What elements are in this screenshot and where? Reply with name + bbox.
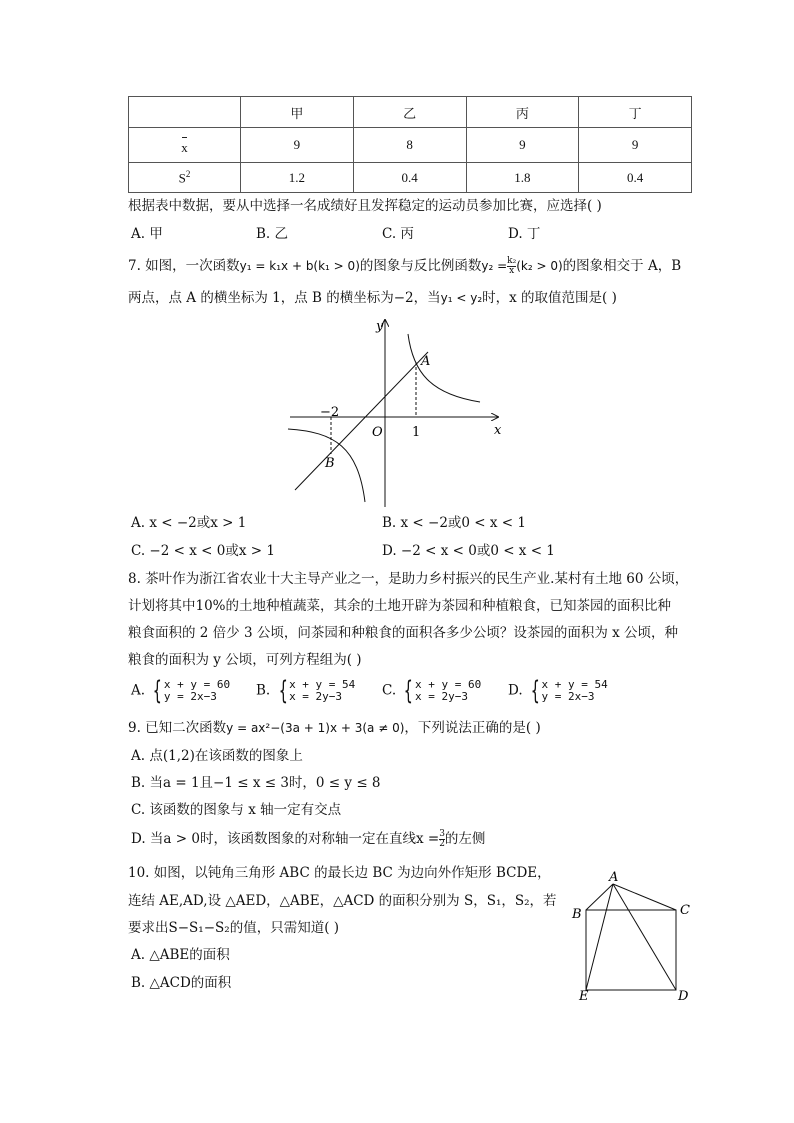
q10-figure <box>565 868 700 1008</box>
table-header-cell: 丁 <box>579 97 692 128</box>
q10-option-b: B. △ACD的面积 <box>131 975 232 991</box>
label-point-a: A <box>421 354 431 369</box>
brace-icon: { <box>530 676 540 706</box>
segment-ac <box>613 884 676 910</box>
table-cell: 0.4 <box>353 163 466 193</box>
segment-ae <box>586 884 613 990</box>
brace-icon: { <box>153 676 163 706</box>
q9-stem: 9. 已知二次函数y = ax²−(3a + 1)x + 3(a ≠ 0)，下列说法正确的是( ) <box>128 720 541 736</box>
q8-stem-line2: 计划将其中10%的土地种植蔬菜，其余的土地开辟为茶园和种植粮食，已知茶园的面积比种 <box>128 598 672 614</box>
table-header-cell <box>129 97 241 128</box>
table-row-mean <box>129 128 692 163</box>
segment-ad <box>613 884 676 990</box>
q7-stem-line2: 两点，点 A 的横坐标为 1，点 B 的横坐标为−2，当y₁ < y₂时，x 的取值范围是( ) <box>128 290 617 306</box>
table-cell: 0.4 <box>579 163 692 193</box>
table-cell: 9 <box>241 128 354 163</box>
brace-icon: { <box>404 676 414 706</box>
q7-fraction: $\frac{\text{k₂}}{x}$ <box>507 256 517 276</box>
label-a: A <box>609 870 619 885</box>
q8-option-c: C. { x + y = 60 x = 2y−3 <box>382 676 482 706</box>
q9-option-b: B. 当a = 1且−1 ≤ x ≤ 3时，0 ≤ y ≤ 8 <box>131 775 381 791</box>
q6-option-c: C. 丙 <box>382 226 414 242</box>
label-c: C <box>680 903 690 918</box>
label-e: E <box>579 989 589 1004</box>
q8-stem-line4: 粮食的面积为 y 公顷，可列方程组为( ) <box>128 652 362 668</box>
table-cell: 1.8 <box>466 163 579 193</box>
q7-graph <box>280 312 510 512</box>
label-one: 1 <box>412 425 421 440</box>
q6-option-a: A. 甲 <box>131 226 163 242</box>
q8-option-d: D. { x + y = 54 y = 2x−3 <box>508 676 608 706</box>
q7-stem-line1: 7. 如图，一次函数y₁ = k₁x + b(k₁ > 0)的图象与反比例函数y₂ = $\frac{\text{k₂}}{x}$ (k₂ > 0)的图象相交于 A，B <box>128 256 682 276</box>
q8-option-a: A. { x + y = 60 y = 2x−3 <box>131 676 231 706</box>
q8-stem-line1: 8. 茶叶作为浙江省农业十大主导产业之一，是助力乡村振兴的民生产业.某村有土地 60 公顷， <box>128 571 689 587</box>
table-header-cell: 丙 <box>466 97 579 128</box>
label-d: D <box>678 989 689 1004</box>
label-y: y <box>376 319 384 334</box>
q9-option-a: A. 点(1,2)在该函数的图象上 <box>131 748 303 764</box>
table-cell: 9 <box>466 128 579 163</box>
label-b: B <box>572 907 582 922</box>
row-label-mean <box>129 128 241 163</box>
segment-ab <box>586 884 613 910</box>
label-point-b: B <box>325 456 335 471</box>
q6-stem: 根据表中数据，要从中选择一名成绩好且发挥稳定的运动员参加比赛，应选择( ) <box>128 198 602 214</box>
q7-option-b: B. x < −2或0 < x < 1 <box>382 515 526 531</box>
label-origin: O <box>372 425 383 440</box>
q7-option-c: C. −2 < x < 0或x > 1 <box>131 543 275 559</box>
brace-icon: { <box>278 676 288 706</box>
q8-stem-line3: 粮食面积的 2 倍少 3 公顷，问茶园和种粮食的面积各多少公顷？设茶园的面积为 x 公顷，种 <box>128 625 679 641</box>
table-cell: 1.2 <box>241 163 354 193</box>
q6-option-d: D. 丁 <box>508 226 541 242</box>
q9-option-c: C. 该函数的图象与 x 轴一定有交点 <box>131 802 342 818</box>
q9-option-d: D. 当a > 0时，该函数图象的对称轴一定在直线x = $\frac{3}{2}$ 的左侧 <box>131 829 486 849</box>
hyperbola-branch-1 <box>408 334 480 402</box>
q7-option-a: A. x < −2或x > 1 <box>131 515 247 531</box>
stats-table <box>128 96 692 193</box>
x-bar-symbol: x <box>181 134 188 156</box>
q7-option-d: D. −2 < x < 0或0 < x < 1 <box>382 543 555 559</box>
table-row-variance <box>129 163 692 193</box>
q10-option-a: A. △ABE的面积 <box>131 947 230 963</box>
table-header-row <box>129 97 692 128</box>
q6-option-b: B. 乙 <box>256 226 289 242</box>
q10-stem-line3: 要求出S−S₁−S₂的值，只需知道( ) <box>128 920 340 936</box>
rectangle-bcde <box>586 910 676 990</box>
table-header-cell: 乙 <box>353 97 466 128</box>
q10-stem-line1: 10. 如图，以钝角三角形 ABC 的最长边 BC 为边向外作矩形 BCDE， <box>128 865 551 881</box>
linear-function-line <box>295 352 431 490</box>
label-neg2: −2 <box>320 405 340 420</box>
q8-option-b: B. { x + y = 54 x = 2y−3 <box>256 676 356 706</box>
label-x: x <box>494 423 502 438</box>
q7-linear-function: y₁ = k₁x + b(k₁ > 0) <box>239 259 360 273</box>
q9-fraction: $\frac{3}{2}$ <box>439 829 445 849</box>
q9-quadratic: y = ax²−(3a + 1)x + 3(a ≠ 0) <box>226 721 405 735</box>
table-cell: 9 <box>579 128 692 163</box>
table-header-cell: 甲 <box>241 97 354 128</box>
q10-stem-line2: 连结 AE,AD,设 △AED，△ABE，△ACD 的面积分别为 S，S₁，S₂，若 <box>128 893 557 909</box>
row-label-variance: $S^2$ <box>129 163 241 193</box>
table-cell: 8 <box>353 128 466 163</box>
